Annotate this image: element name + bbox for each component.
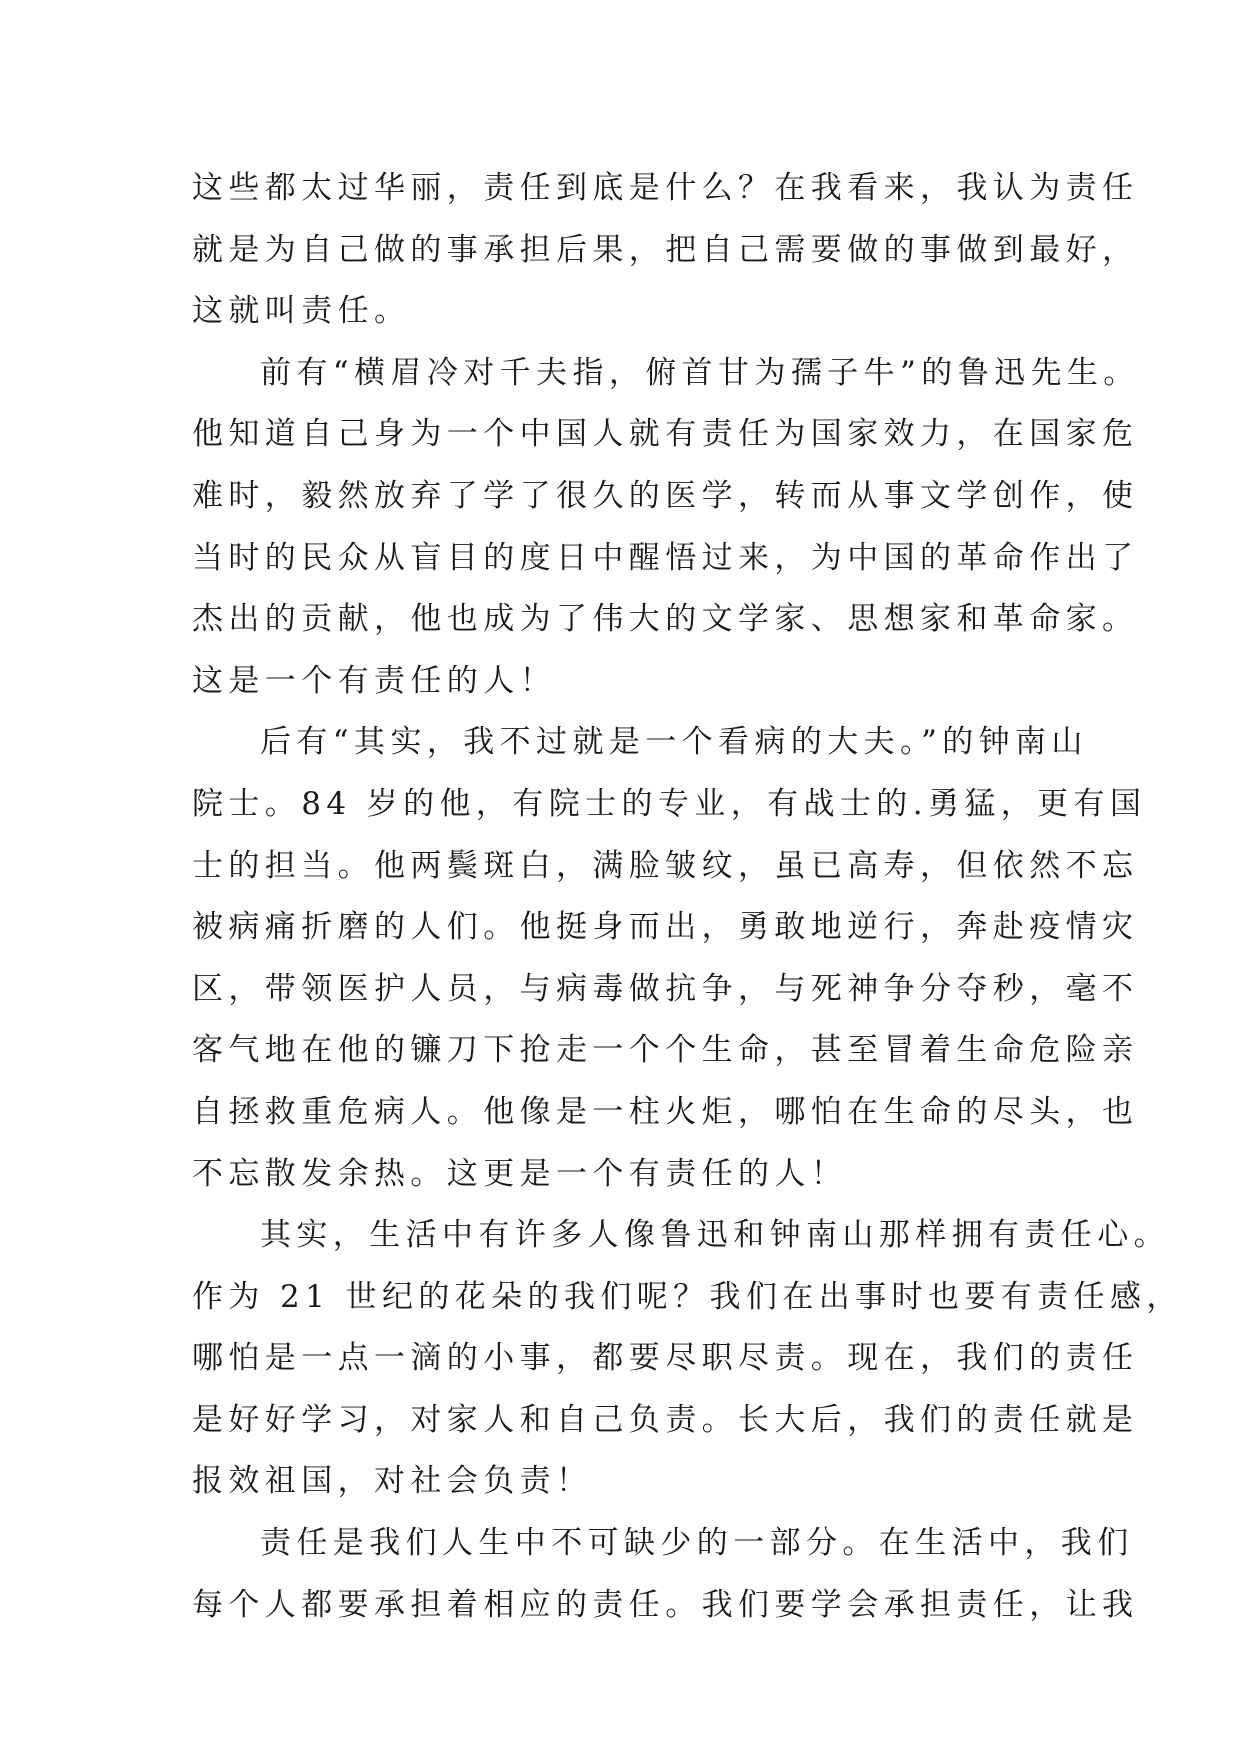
text-line: 自拯救重危病人。他像是一柱火炬，哪怕在生命的尽头，也 <box>192 1093 1139 1130</box>
text-line: 哪怕是一点一滴的小事，都要尽职尽责。现在，我们的责任 <box>192 1340 1139 1377</box>
text-line: 士的担当。他两鬓斑白，满脸皱纹，虽已高寿，但依然不忘 <box>192 847 1139 884</box>
text-line: 院士。84 岁的他，有院士的专业，有战士的.勇猛，更有国 <box>192 785 1147 822</box>
text-line: 这是一个有责任的人！ <box>192 662 556 699</box>
text-line: 报效祖国，对社会负责！ <box>192 1463 593 1500</box>
text-line: 作为 21 世纪的花朵的我们呢？我们在出事时也要有责任感， <box>192 1278 1183 1315</box>
text-line: 这就叫责任。 <box>192 293 411 330</box>
text-line: 杰出的贡献，他也成为了伟大的文学家、思想家和革命家。 <box>192 601 1139 638</box>
text-line: 每个人都要承担着相应的责任。我们要学会承担责任，让我 <box>192 1586 1139 1623</box>
text-line: 被病痛折磨的人们。他挺身而出，勇敢地逆行，奔赴疫情灾 <box>192 909 1139 946</box>
text-line: 这些都太过华丽，责任到底是什么？在我看来，我认为责任 <box>192 170 1139 206</box>
paragraph-start-line: 其实，生活中有许多人像鲁迅和钟南山那样拥有责任心。 <box>260 1217 1170 1254</box>
text-line: 区，带领医护人员，与病毒做抗争，与死神争分夺秒，毫不 <box>192 970 1139 1007</box>
text-line: 是好好学习，对家人和自己负责。长大后，我们的责任就是 <box>192 1401 1139 1438</box>
text-line: 客气地在他的镰刀下抢走一个个生命，甚至冒着生命危险亲 <box>192 1032 1139 1069</box>
paragraph-start-line: 责任是我们人生中不可缺少的一部分。在生活中，我们 <box>260 1525 1134 1562</box>
text-line: 不忘散发余热。这更是一个有责任的人！ <box>192 1155 848 1192</box>
paragraph-start-line: 后有“其实，我不过就是一个看病的大夫。”的钟南山 <box>260 724 1088 761</box>
text-line: 难时，毅然放弃了学了很久的医学，转而从事文学创作，使 <box>192 477 1139 514</box>
text-line: 当时的民众从盲目的度日中醒悟过来，为中国的革命作出了 <box>192 539 1139 576</box>
text-line: 就是为自己做的事承担后果，把自己需要做的事做到最好， <box>192 231 1139 268</box>
essay-text <box>192 158 1183 1636</box>
paragraph-start-line: 前有“横眉冷对千夫指，俯首甘为孺子牛”的鲁迅先生。 <box>260 354 1140 391</box>
text-line: 他知道自己身为一个中国人就有责任为国家效力，在国家危 <box>192 416 1139 453</box>
